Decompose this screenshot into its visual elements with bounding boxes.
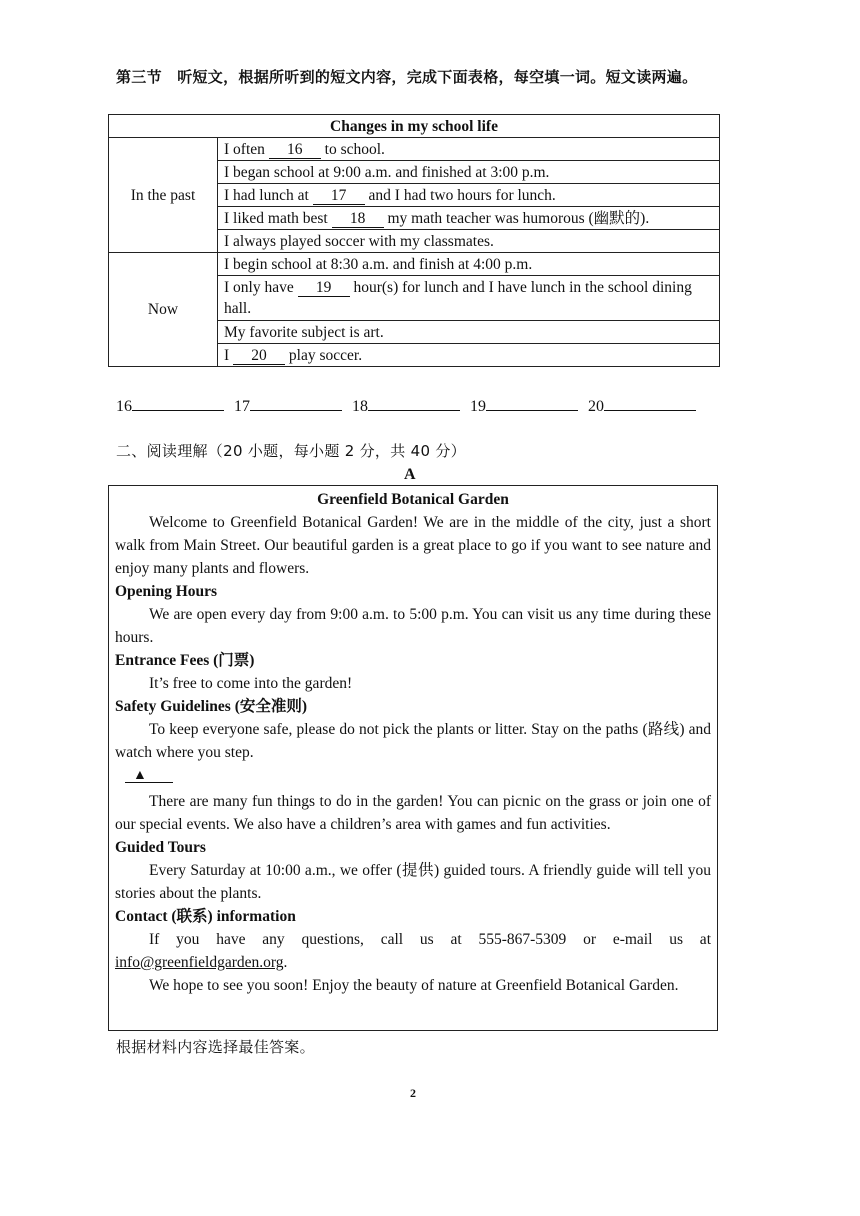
table-row: I began school at 9:00 a.m. and finished at 3:00 p.m.	[218, 161, 720, 184]
answer-number: 19	[470, 398, 486, 415]
past-label: In the past	[109, 138, 218, 253]
entrance-fees-text: It’s free to come into the garden!	[149, 675, 353, 692]
answer-number: 17	[234, 398, 250, 415]
section-heading: 二、阅读理解（20 小题，每小题 2 分，共 40 分）	[116, 442, 466, 460]
contact-heading: Contact (联系) information	[115, 908, 296, 925]
answer-line-19[interactable]	[486, 396, 578, 411]
passage-title: Greenfield Botanical Garden	[317, 491, 509, 508]
table-row: My favorite subject is art.	[218, 321, 720, 344]
answer-blank-19[interactable]: 19	[298, 280, 350, 297]
passage-box	[108, 485, 718, 1031]
contact-text: If you have any questions, call us at 555-867-5309 or e-mail us at info@greenfieldgarden.org.	[115, 931, 711, 971]
missing-heading-blank[interactable]	[115, 764, 711, 790]
table-row: I 20 play soccer.	[218, 344, 720, 367]
page-number: 2	[410, 1086, 416, 1100]
answer-blank-20[interactable]: 20	[233, 348, 285, 365]
guided-tours-text: Every Saturday at 10:00 a.m., we offer (提供) guided tours. A friendly guide will tell you stories about the plants.	[115, 862, 711, 902]
answer-blank-17[interactable]: 17	[313, 188, 365, 205]
closing-text: We hope to see you soon! Enjoy the beauty of nature at Greenfield Botanical Garden.	[149, 977, 679, 994]
table-row: I often 16 to school.	[218, 138, 720, 161]
email-link[interactable]: info@greenfieldgarden.org	[115, 954, 284, 971]
entrance-fees-heading: Entrance Fees (门票)	[115, 652, 255, 669]
table-row: I only have 19 hour(s) for lunch and I have lunch in the school dining hall.	[218, 276, 720, 321]
table-row: I always played soccer with my classmates.	[218, 230, 720, 253]
answer-number: 20	[588, 398, 604, 415]
triangle-icon: ▲	[133, 768, 147, 783]
guided-tours-heading: Guided Tours	[115, 839, 206, 856]
now-label: Now	[109, 253, 218, 367]
safety-text: To keep everyone safe, please do not pick the plants or litter. Stay on the paths (路线) and watch where you step.	[115, 721, 711, 761]
opening-hours-text: We are open every day from 9:00 a.m. to 5:00 p.m. You can visit us any time during these hours.	[115, 606, 711, 646]
table-row: I had lunch at 17 and I had two hours for lunch.	[218, 184, 720, 207]
answer-line-20[interactable]	[604, 396, 696, 411]
blank-underline	[125, 782, 173, 783]
safety-heading: Safety Guidelines (安全准则)	[115, 698, 308, 715]
passage-label: A	[404, 466, 416, 483]
answer-line-17[interactable]	[250, 396, 342, 411]
choose-instruction: 根据材料内容选择最佳答案。	[116, 1038, 315, 1056]
passage-intro: Welcome to Greenfield Botanical Garden! We are in the middle of the city, just a short walk from Main Street. Our beautiful garden is a great place to go if you want to see nature and enjoy many plants and flowers.	[115, 514, 711, 577]
listening-instructions: 第三节 听短文，根据所听到的短文内容，完成下面表格，每空填一词。短文读两遍。	[116, 68, 698, 86]
answer-blank-16[interactable]: 16	[269, 142, 321, 159]
answer-line-18[interactable]	[368, 396, 460, 411]
answer-number: 18	[352, 398, 368, 415]
answer-line-16[interactable]	[132, 396, 224, 411]
school-life-table	[108, 114, 720, 367]
answer-blank-18[interactable]: 18	[332, 211, 384, 228]
answer-number: 16	[116, 398, 132, 415]
opening-hours-heading: Opening Hours	[115, 583, 218, 600]
table-row: I liked math best 18 my math teacher was humorous (幽默的).	[218, 207, 720, 230]
table-row: I begin school at 8:30 a.m. and finish at 4:00 p.m.	[218, 253, 720, 276]
table-title: Changes in my school life	[109, 115, 720, 138]
activities-text: There are many fun things to do in the garden! You can picnic on the grass or join one of our special events. We also have a children’s area with games and fun activities.	[115, 793, 711, 833]
answer-lines	[116, 396, 702, 416]
